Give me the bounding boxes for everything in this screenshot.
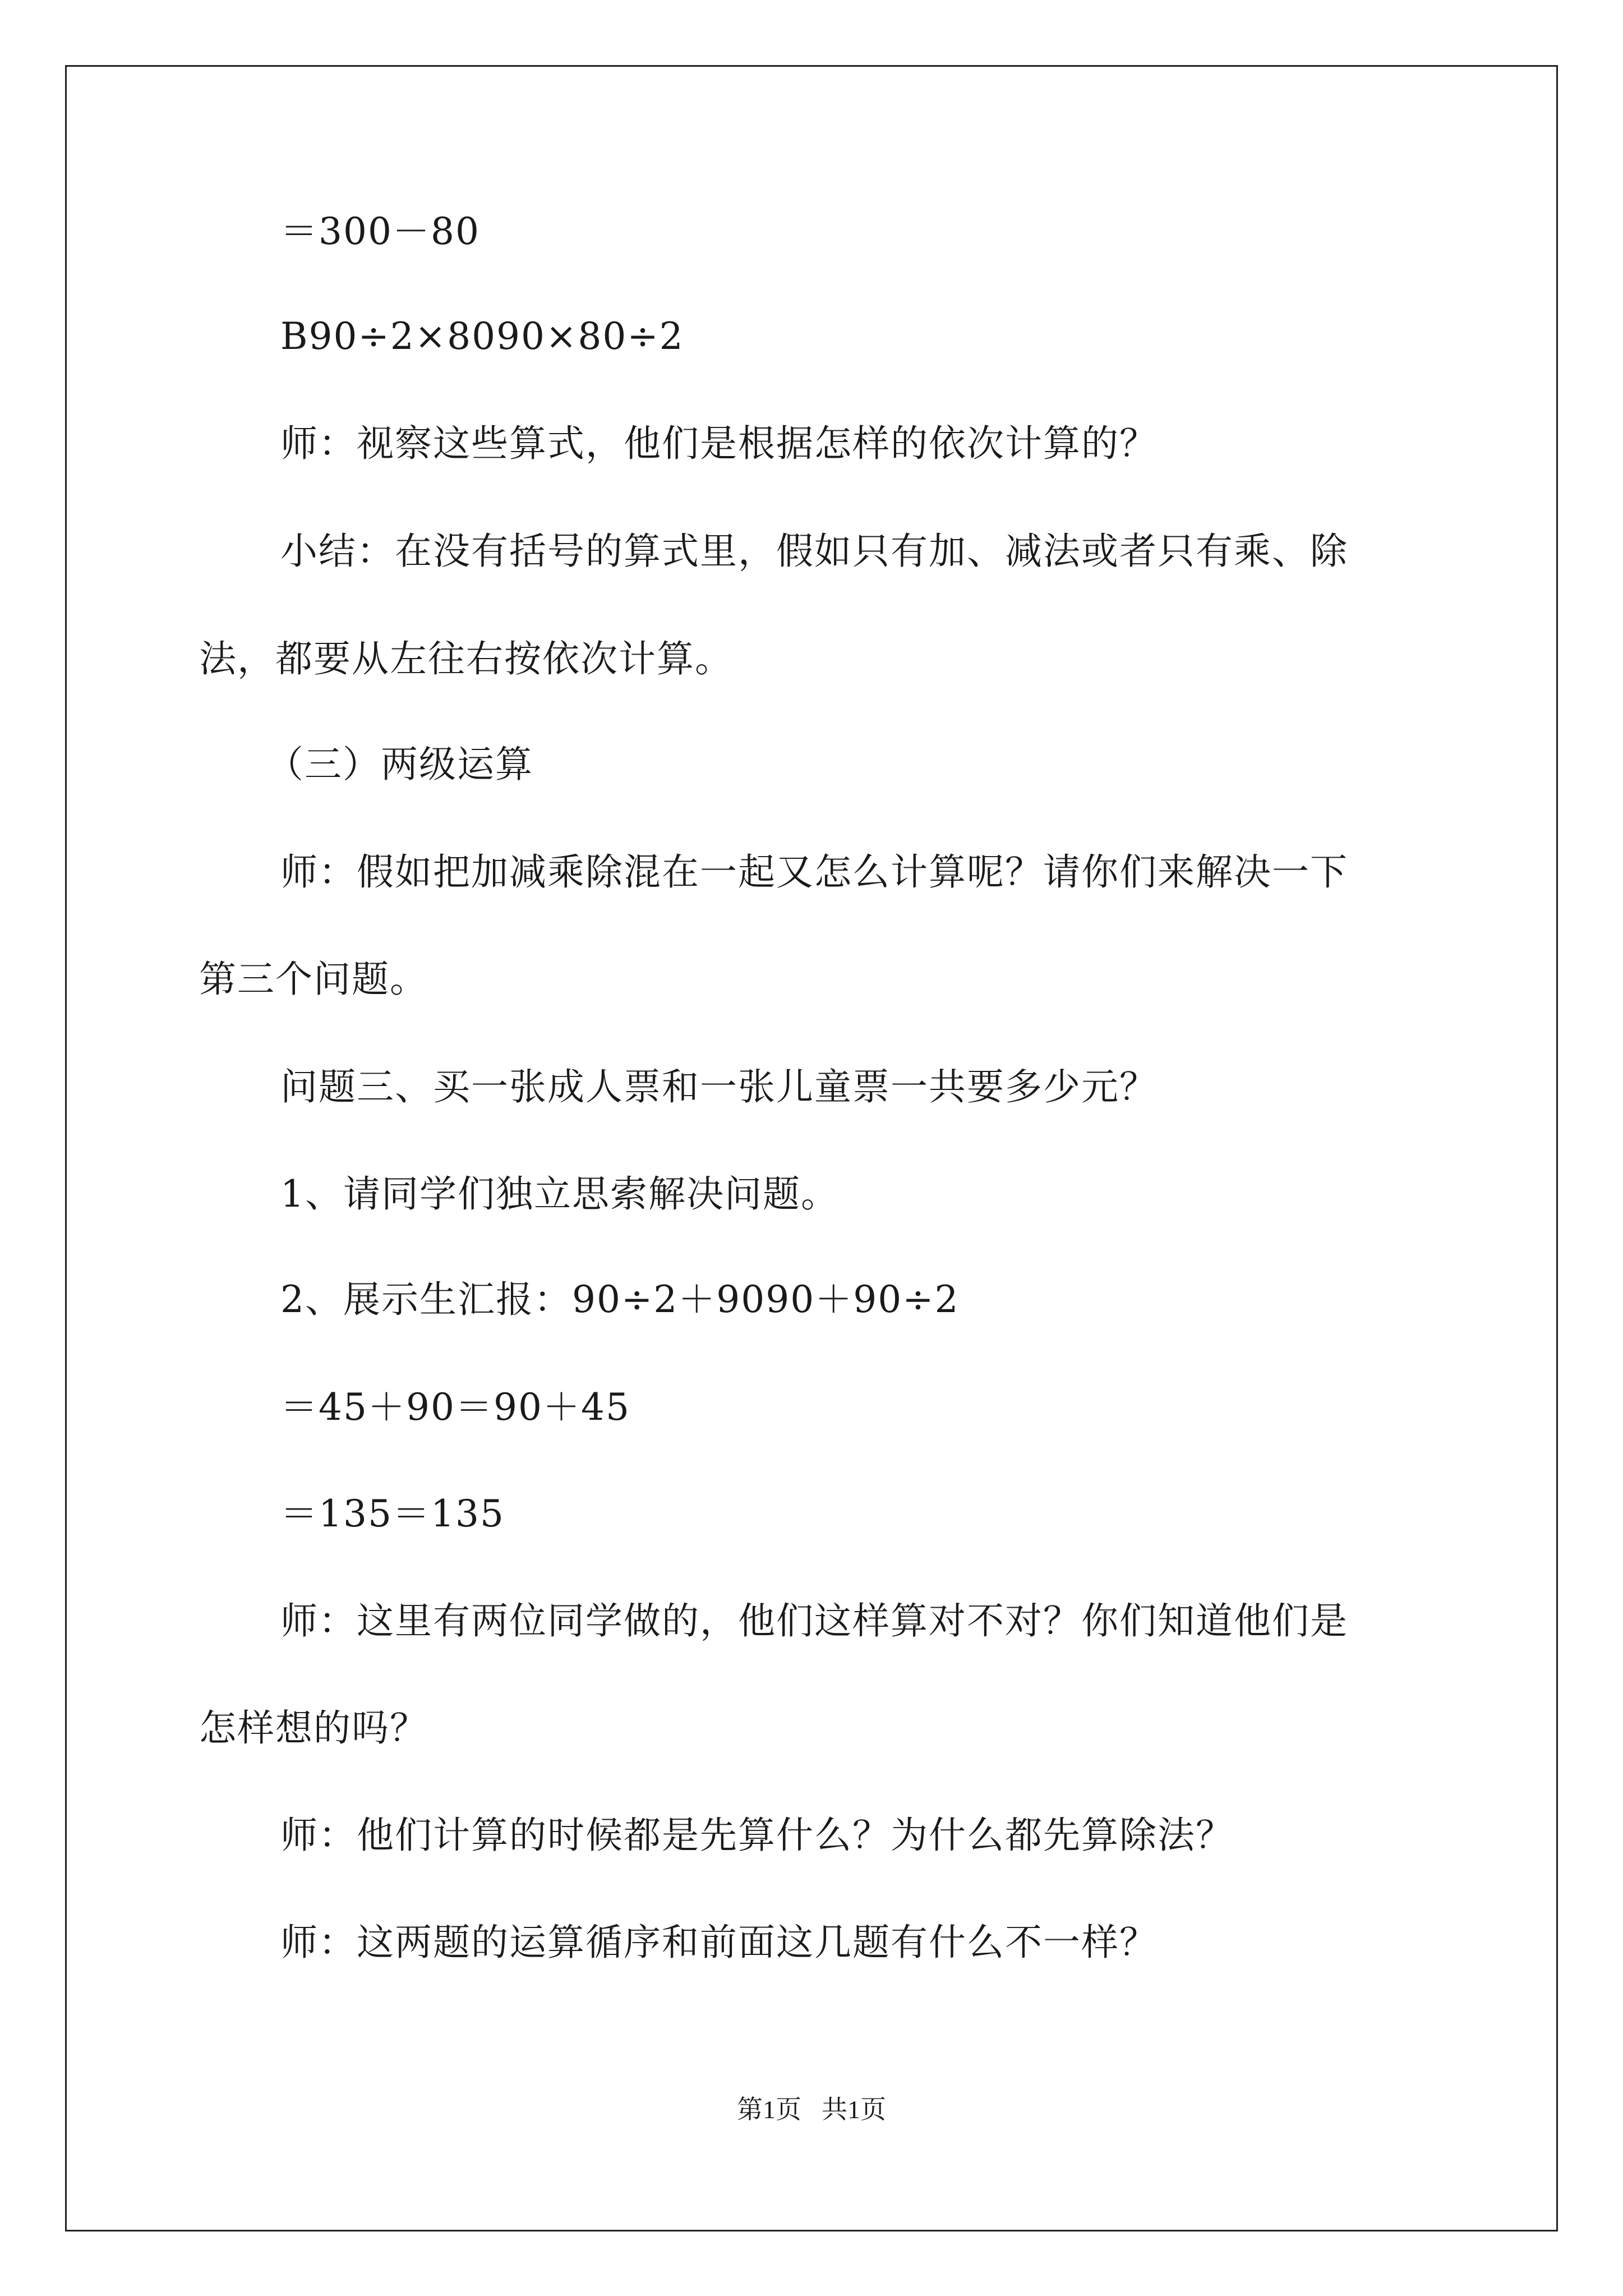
text-line: 师：这两题的运算循序和前面这几题有什么不一样？	[280, 1921, 1158, 1964]
text-line: ＝45＋90＝90＋45	[280, 1386, 630, 1429]
text-line: B90÷2×8090×80÷2	[280, 315, 684, 358]
text-line: 师：假如把加减乘除混在一起又怎么计算呢？请你们来解决一下	[280, 850, 1348, 894]
page-number: 第1页	[737, 2095, 801, 2124]
text-line: 师：他们计算的时候都是先算什么？为什么都先算除法？	[280, 1814, 1234, 1857]
text-line: 小结：在没有括号的算式里，假如只有加、减法或者只有乘、除	[280, 530, 1348, 573]
text-line: ＝300－80	[280, 210, 480, 253]
text-line: 1、请同学们独立思索解决问题。	[280, 1172, 839, 1216]
text-line: 第三个问题。	[199, 958, 428, 1001]
text-line: ＝135＝135	[280, 1492, 505, 1535]
text-line: 师：这里有两位同学做的，他们这样算对不对？你们知道他们是	[280, 1599, 1348, 1642]
page-border	[65, 65, 1558, 2231]
text-line: 怎样想的吗？	[199, 1706, 428, 1750]
text-line: 问题三、买一张成人票和一张儿童票一共要多少元？	[280, 1065, 1158, 1108]
text-line: 2、展示生汇报：90÷2＋9090＋90÷2	[280, 1278, 960, 1321]
page-footer	[0, 2097, 1623, 2123]
text-line: 法，都要从左往右按依次计算。	[199, 637, 733, 680]
page-total: 共1页	[822, 2095, 886, 2124]
text-line: 师：视察这些算式，他们是根据怎样的依次计算的？	[280, 422, 1158, 465]
section-heading: （三）两级运算	[266, 743, 533, 786]
